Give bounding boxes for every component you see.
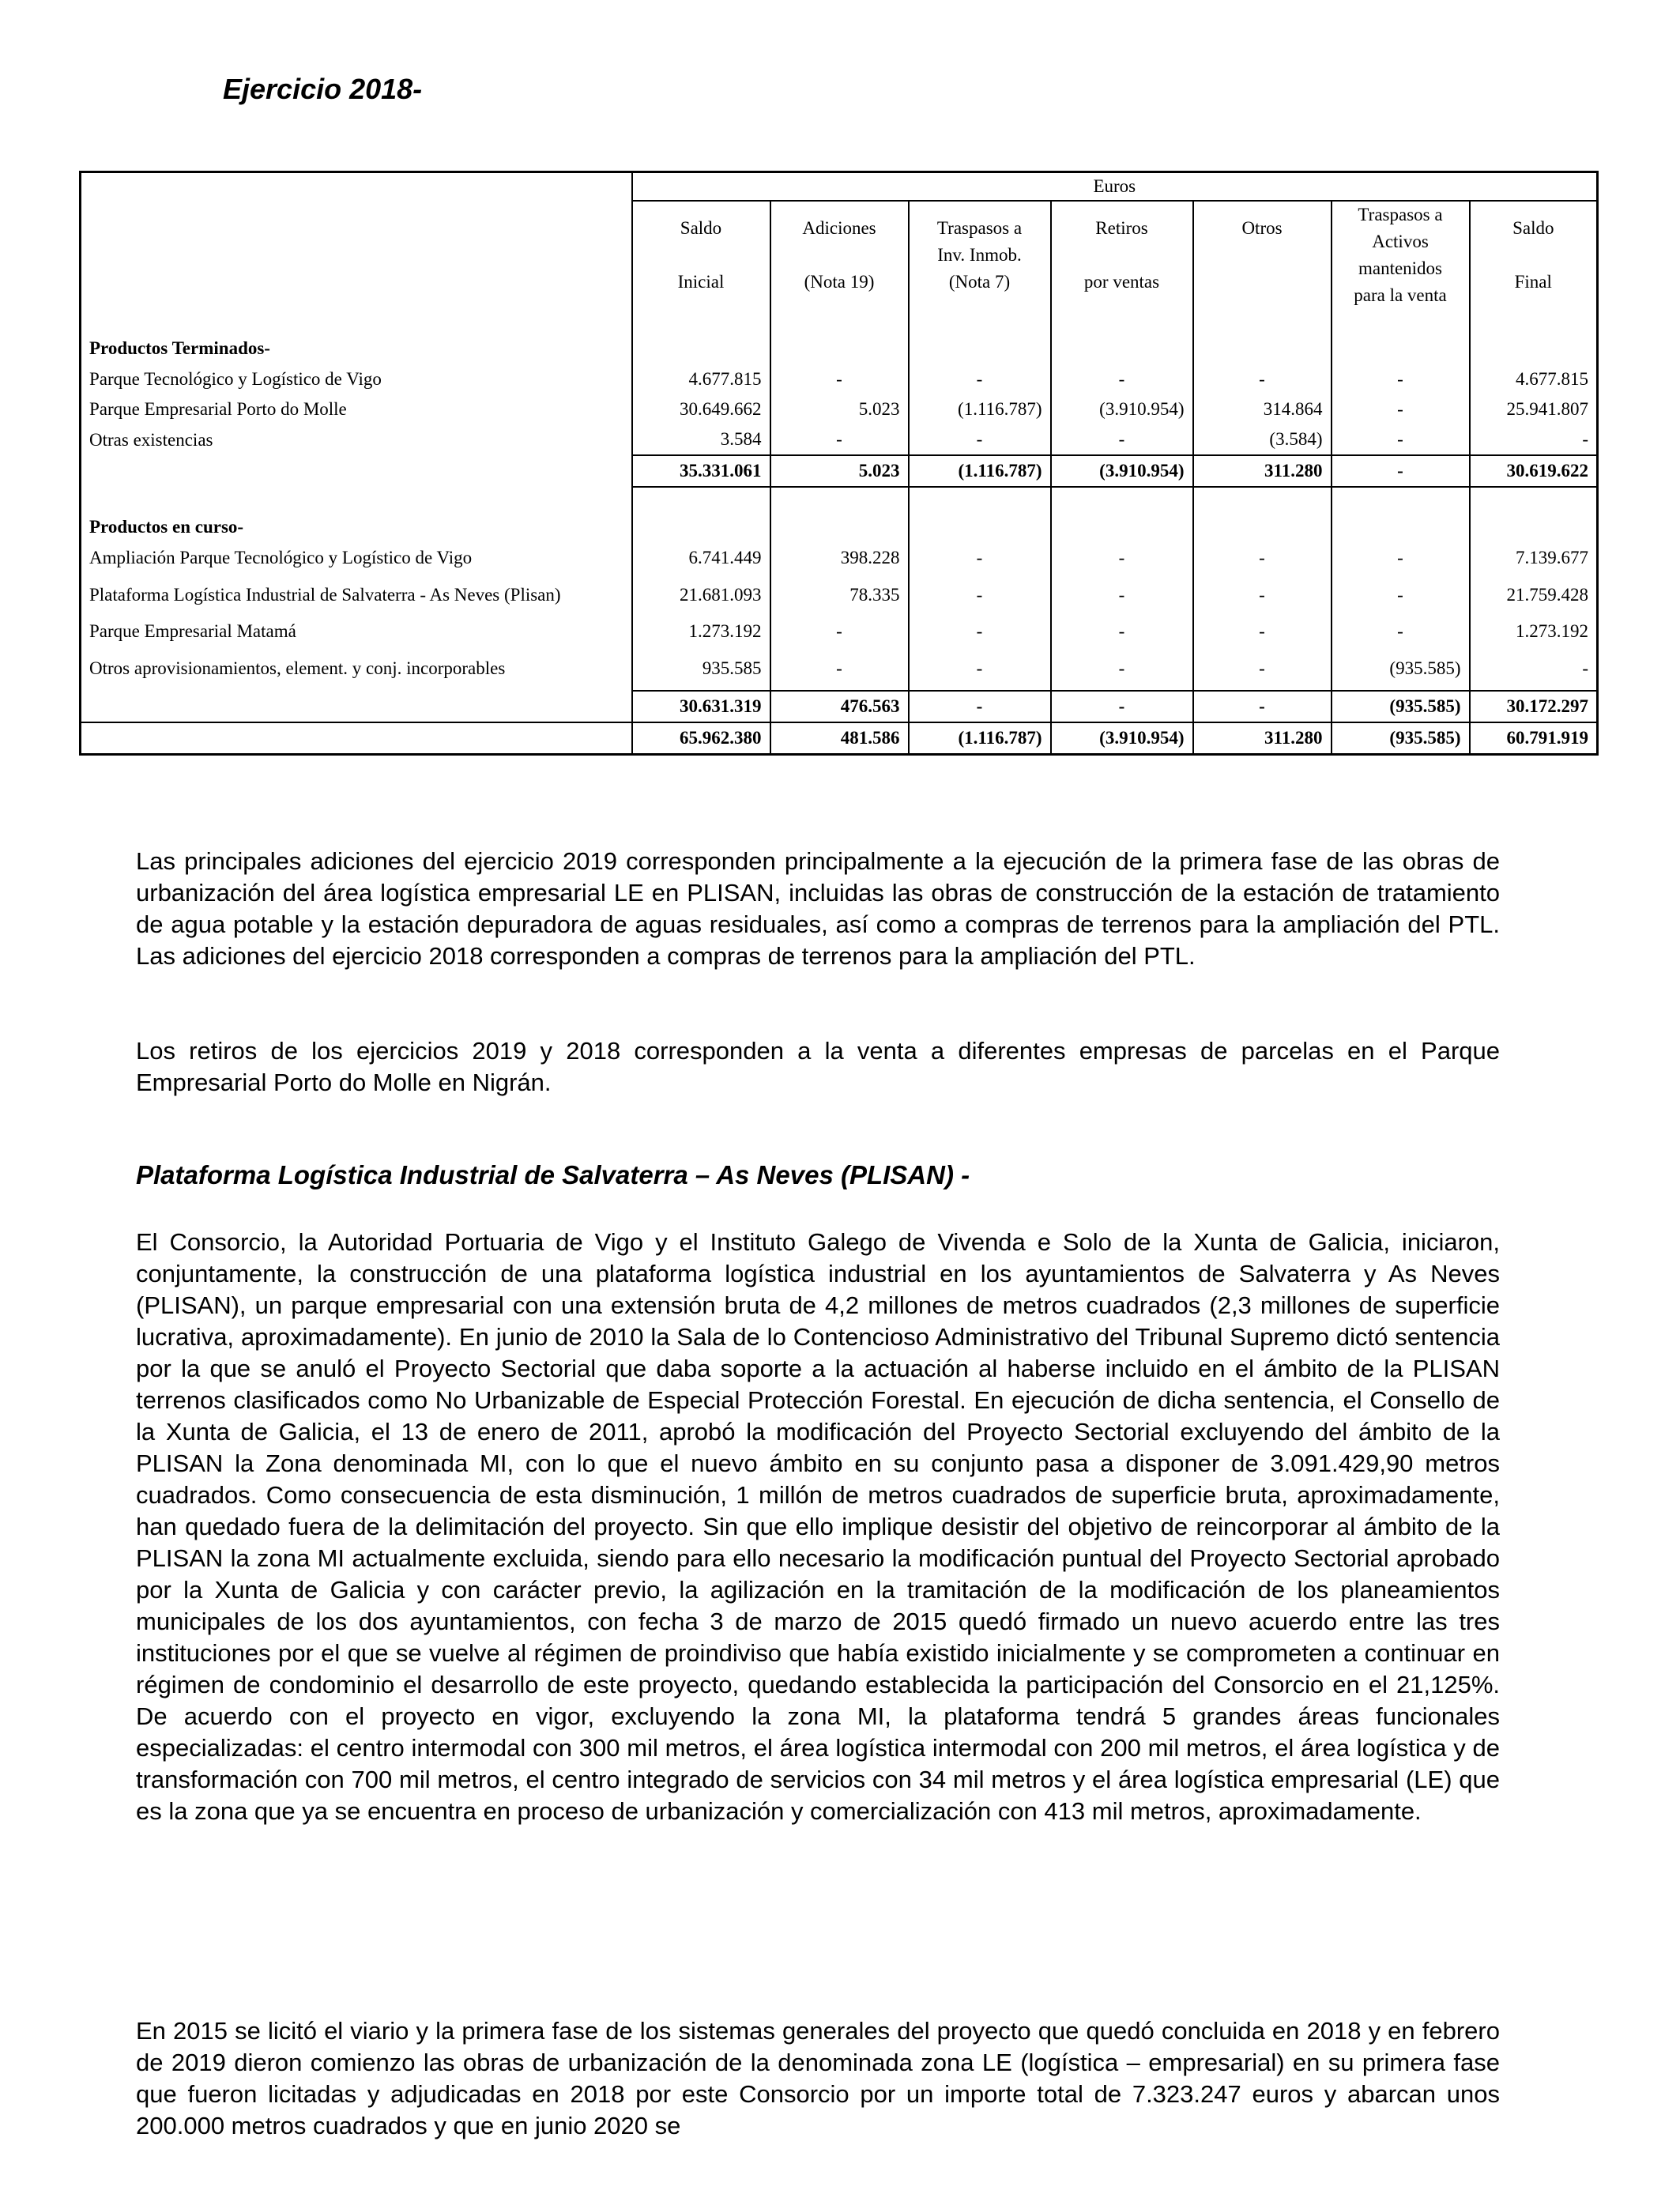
value-cell: - — [770, 616, 909, 647]
value-cell: 30.649.662 — [632, 394, 770, 424]
table-row — [81, 364, 1598, 394]
value-cell: 1.273.192 — [632, 616, 770, 647]
column-header-line — [779, 242, 900, 269]
column-header-line: (Nota 7) — [948, 272, 1011, 292]
column-header-line — [641, 242, 762, 269]
value-cell: - — [1051, 543, 1193, 573]
value-cell: - — [770, 647, 909, 691]
paragraph-additions: Las principales adiciones del ejercicio 2019 corresponden principalmente a la ejecución de la primera fase de las obras de urbanización del área logística empresarial LE en PLISAN, incluidas las obras de construcción de la estación de tratamiento de agua potable y la estación depuradora de aguas residuales, así como a compras de terrenos para la ampliación del PTL. Las adiciones del ejercicio 2018 corresponden a compras de terrenos para la ampliación del PTL. — [136, 847, 1500, 970]
value-cell: - — [770, 424, 909, 455]
row-label: Otros aprovisionamientos, element. y conj. incorporables — [81, 647, 632, 691]
column-header-line: Inicial — [677, 272, 725, 292]
column-header-line: (Nota 19) — [804, 272, 875, 292]
column-header — [1470, 201, 1598, 309]
value-cell: 311.280 — [1193, 722, 1332, 755]
value-cell: 25.941.807 — [1470, 394, 1598, 424]
column-header-line: por ventas — [1083, 272, 1160, 292]
row-label: Parque Empresarial Porto do Molle — [81, 394, 632, 424]
table — [79, 171, 1599, 756]
value-cell: 476.563 — [770, 691, 909, 722]
column-header — [909, 201, 1051, 309]
row-label: Plataforma Logística Industrial de Salvaterra - As Neves (Plisan) — [81, 573, 632, 616]
value-cell: - — [1470, 647, 1598, 691]
value-cell: 1.273.192 — [1470, 616, 1598, 647]
column-header-line: para la venta — [1354, 285, 1447, 305]
value-cell: 21.681.093 — [632, 573, 770, 616]
column-header-line — [1478, 242, 1589, 269]
value-cell: (1.116.787) — [909, 455, 1051, 487]
value-cell: 481.586 — [770, 722, 909, 755]
column-header-line — [1202, 269, 1323, 296]
value-cell: 5.023 — [770, 394, 909, 424]
value-cell: - — [1332, 424, 1470, 455]
value-cell: 398.228 — [770, 543, 909, 573]
value-cell: 5.023 — [770, 455, 909, 487]
value-cell: (935.585) — [1332, 722, 1470, 755]
page-heading: Ejercicio 2018- — [223, 73, 423, 105]
value-cell: 3.584 — [632, 424, 770, 455]
value-cell: 314.864 — [1193, 394, 1332, 424]
value-cell: (935.585) — [1332, 647, 1470, 691]
plisan-subheading: Plataforma Logística Industrial de Salvaterra – As Neves (PLISAN) - — [136, 1160, 970, 1189]
value-cell: (3.910.954) — [1051, 455, 1193, 487]
paragraph-plisan-works: En 2015 se licitó el viario y la primera fase de los sistemas generales del proyecto que quedó concluida en 2018 y en febrero de 2019 dieron comienzo las obras de urbanización de la denominada zona LE (logística – empresarial) en su primera fase que fueron licitadas y adjudicadas en 2018 por este Consorcio por un importe total de 7.323.247 euros y abarcan unos 200.000 metros cuadrados y que en junio 2020 se — [136, 2017, 1500, 2139]
column-header — [1193, 201, 1332, 309]
paragraph-plisan-description: El Consorcio, la Autoridad Portuaria de Vigo y el Instituto Galego de Vivenda e Solo de la Xunta de Galicia, iniciaron, conjuntamente, la construcción de una plataforma logística industrial en los ayuntamientos de Salvaterra y As Neves (PLISAN), un parque empresarial con una extensión bruta de 4,2 millones de metros cuadrados (2,3 millones de superficie lucrativa, aproximadamente). En junio de 2010 la Sala de lo Contencioso Administrativo del Tribunal Supremo dictó sentencia por la que se anuló el Proyecto Sectorial que daba soporte a la actuación al haberse incluido en el ámbito de la PLISAN terrenos clasificados como No Urbanizable de Especial Protección Forestal. En ejecución de dicha sentencia, el Consello de la Xunta de Galicia, el 13 de enero de 2011, aprobó la modificación del Proyecto Sectorial excluyendo del ámbito de la PLISAN la Zona denominada MI, con lo que el nuevo ámbito en su conjunto pasa a disponer de 3.091.429,90 metros cuadrados. Como consecuencia de esta disminución, 1 millón de metros cuadrados de superficie bruta, aproximadamente, han quedado fuera de la delimitación del proyecto. Sin que ello implique desistir del objetivo de reincorporar al ámbito de la PLISAN la zona MI actualmente excluida, siendo para ello necesario la modificación puntual del Proyecto Sectorial aprobado por la Xunta de Galicia y con carácter previo, la agilización en la tramitación de la modificación de los planeamientos municipales de los dos ayuntamientos, con fecha 3 de marzo de 2015 quedó firmado un nuevo acuerdo entre las tres instituciones por el que se vuelve al régimen de proindiviso que había existido inicialmente y se comprometen a continuar en régimen de condominio el desarrollo de este proyecto, quedando establecida la participación del Consorcio en el 21,125%. De acuerdo con el proyecto en vigor, excluyendo la zona MI, la plataforma tendrá 5 grandes áreas funcionales especializadas: el centro intermodal con 300 mil metros, el área logística intermodal con 200 mil metros, el área logística y de transformación con 700 mil metros, el centro integrado de servicios con 34 mil metros y el área logística empresarial (LE) que es la zona que ya se encuentra en proceso de urbanización y comercialización con 413 mil metros, aproximadamente. — [136, 1228, 1500, 1825]
row-label: Parque Empresarial Matamá — [81, 616, 632, 647]
column-header-line: Saldo — [680, 218, 722, 238]
value-cell: 78.335 — [770, 573, 909, 616]
value-cell: - — [1193, 573, 1332, 616]
value-cell: 30.619.622 — [1470, 455, 1598, 487]
value-cell: 65.962.380 — [632, 722, 770, 755]
value-cell: - — [1051, 647, 1193, 691]
column-header-line: Adiciones — [802, 218, 876, 238]
value-cell: - — [909, 424, 1051, 455]
value-cell: - — [1193, 364, 1332, 394]
section1-rows — [81, 364, 1598, 455]
value-cell: 30.631.319 — [632, 691, 770, 722]
value-cell: - — [909, 616, 1051, 647]
value-cell: 60.791.919 — [1470, 722, 1598, 755]
value-cell: 35.331.061 — [632, 455, 770, 487]
column-header — [632, 201, 770, 309]
column-header-line — [1202, 242, 1323, 269]
row-label: Otras existencias — [81, 424, 632, 455]
column-header-line: Saldo — [1512, 218, 1554, 238]
section2-rows — [81, 543, 1598, 691]
column-header-line: Otros — [1241, 218, 1283, 238]
column-header — [770, 201, 909, 309]
inventory-movements-table — [79, 171, 1596, 756]
value-cell: - — [1051, 424, 1193, 455]
table-row — [81, 647, 1598, 691]
column-header-line: Traspasos a — [1358, 205, 1443, 224]
column-header-line: Retiros — [1095, 218, 1148, 238]
value-cell: - — [1051, 691, 1193, 722]
value-cell: 7.139.677 — [1470, 543, 1598, 573]
value-cell: (1.116.787) — [909, 394, 1051, 424]
value-cell: (3.910.954) — [1051, 722, 1193, 755]
value-cell: - — [1193, 543, 1332, 573]
table-row — [81, 424, 1598, 455]
value-cell: - — [770, 364, 909, 394]
value-cell: - — [909, 364, 1051, 394]
value-cell: - — [1051, 364, 1193, 394]
value-cell: 311.280 — [1193, 455, 1332, 487]
value-cell: - — [1193, 616, 1332, 647]
column-header-line: Traspasos a — [936, 218, 1023, 238]
value-cell: 4.677.815 — [632, 364, 770, 394]
value-cell: - — [1332, 543, 1470, 573]
table-row — [81, 573, 1598, 616]
value-cell: - — [1051, 616, 1193, 647]
value-cell: - — [1193, 691, 1332, 722]
header-blank-cell — [81, 172, 632, 202]
value-cell: - — [909, 647, 1051, 691]
table-row — [81, 394, 1598, 424]
table-row — [81, 616, 1598, 647]
row-label: Parque Tecnológico y Logístico de Vigo — [81, 364, 632, 394]
value-cell: 30.172.297 — [1470, 691, 1598, 722]
value-cell: - — [1470, 424, 1598, 455]
value-cell: 935.585 — [632, 647, 770, 691]
value-cell: (935.585) — [1332, 691, 1470, 722]
value-cell: - — [1332, 573, 1470, 616]
paragraph-withdrawals: Los retiros de los ejercicios 2019 y 2018 corresponden a la venta a diferentes empresas de parcelas en el Parque Empresarial Porto do Molle en Nigrán. — [136, 1037, 1500, 1096]
column-headers — [81, 201, 1598, 309]
value-cell: (3.910.954) — [1051, 394, 1193, 424]
currency-header: Euros — [632, 172, 1598, 202]
header-label-cell — [81, 201, 632, 309]
column-header-line — [1060, 242, 1185, 269]
column-header-line: mantenidos — [1358, 258, 1443, 278]
section-title-productos-en-curso: Productos en curso- — [81, 511, 632, 543]
section2-total-row — [81, 691, 1598, 722]
value-cell: - — [909, 691, 1051, 722]
value-cell: 4.677.815 — [1470, 364, 1598, 394]
value-cell: - — [1193, 647, 1332, 691]
grand-total-row — [81, 722, 1598, 755]
column-header-line: Final — [1514, 272, 1552, 292]
value-cell: - — [1332, 616, 1470, 647]
column-header-line: Activos — [1372, 232, 1429, 251]
value-cell: - — [909, 573, 1051, 616]
value-cell: (3.584) — [1193, 424, 1332, 455]
value-cell: - — [1332, 364, 1470, 394]
column-header — [1051, 201, 1193, 309]
column-header-line: Inv. Inmob. — [937, 245, 1022, 265]
section1-total-row — [81, 455, 1598, 487]
value-cell: (1.116.787) — [909, 722, 1051, 755]
row-label: Ampliación Parque Tecnológico y Logístico de Vigo — [81, 543, 632, 573]
value-cell: - — [1332, 455, 1470, 487]
value-cell: - — [1332, 394, 1470, 424]
value-cell: 6.741.449 — [632, 543, 770, 573]
column-header — [1332, 201, 1470, 309]
value-cell: - — [909, 543, 1051, 573]
value-cell: 21.759.428 — [1470, 573, 1598, 616]
table-row — [81, 543, 1598, 573]
value-cell: - — [1051, 573, 1193, 616]
section-title-productos-terminados: Productos Terminados- — [81, 333, 632, 364]
